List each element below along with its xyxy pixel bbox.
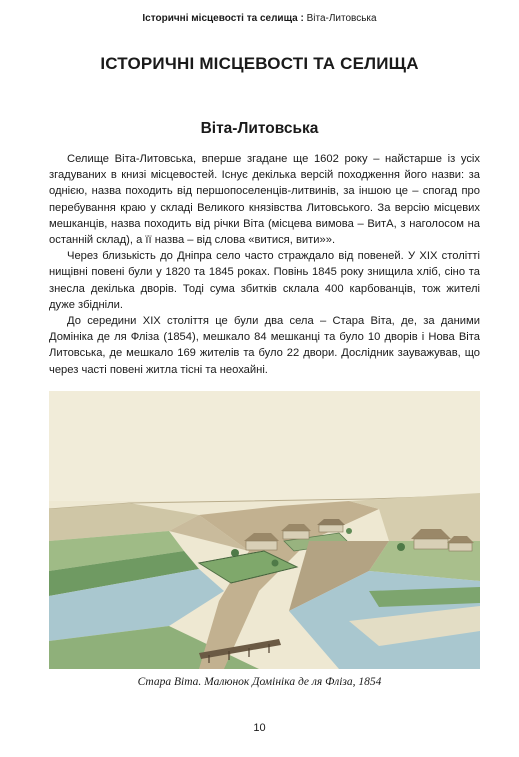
village-drawing: [49, 391, 480, 669]
running-header: [0, 13, 519, 24]
paragraph: Селище Віта-Литовська, вперше згадане ще 1602 року – найстарше із усіх згадуваних в книзі місцевостей. Існує декілька версій походження його назви: за однією, назва походить від першопоселенців-литвинів, за іншою це – спогад про перебування краю у складі Великого князівства Литовського. За версію місцевих мешканців, назва походить від річки Віта (місцева вимова – ВитА, з наголосом на останній склад), а її назва – від слова «витися, вити»».: [49, 153, 480, 247]
page-number: 10: [253, 722, 266, 734]
page-title: ІСТОРИЧНІ МІСЦЕВОСТІ ТА СЕЛИЩА: [100, 54, 419, 73]
figure-caption: Стара Віта. Малюнок Домініка де ля Фліза, 1854: [137, 676, 382, 688]
tree: [397, 543, 405, 551]
tree: [272, 560, 279, 567]
body-text: [49, 151, 480, 378]
tree: [346, 528, 352, 534]
village-illustration: [49, 391, 480, 669]
section-title: Віта-Литовська: [200, 120, 319, 137]
paragraph: До середини XIX століття це були два села – Стара Віта, де, за даними Домініка де ля Фліза (1854), мешкало 84 мешканці та було 10 дворів і Нова Віта Литовська, де мешкало 169 жителів та було 22 двори. Дослідник зауважував, що через часті повені житла тісні та неохайні.: [49, 315, 480, 376]
paragraph: Через близькість до Дніпра село часто страждало від повеней. У XIX столітті нищівні повені були у 1820 та 1845 роках. Повінь 1845 року знищила хліб, сіно та знесла декілька дворів. Тоді сума збитків склала 400 карбованців, тож жителі дуже збідніли.: [49, 250, 480, 311]
running-header-subtitle: Віта-Литовська: [303, 13, 377, 24]
sky: [49, 391, 480, 501]
running-header-title: Історичні місцевості та селища :: [142, 13, 304, 24]
